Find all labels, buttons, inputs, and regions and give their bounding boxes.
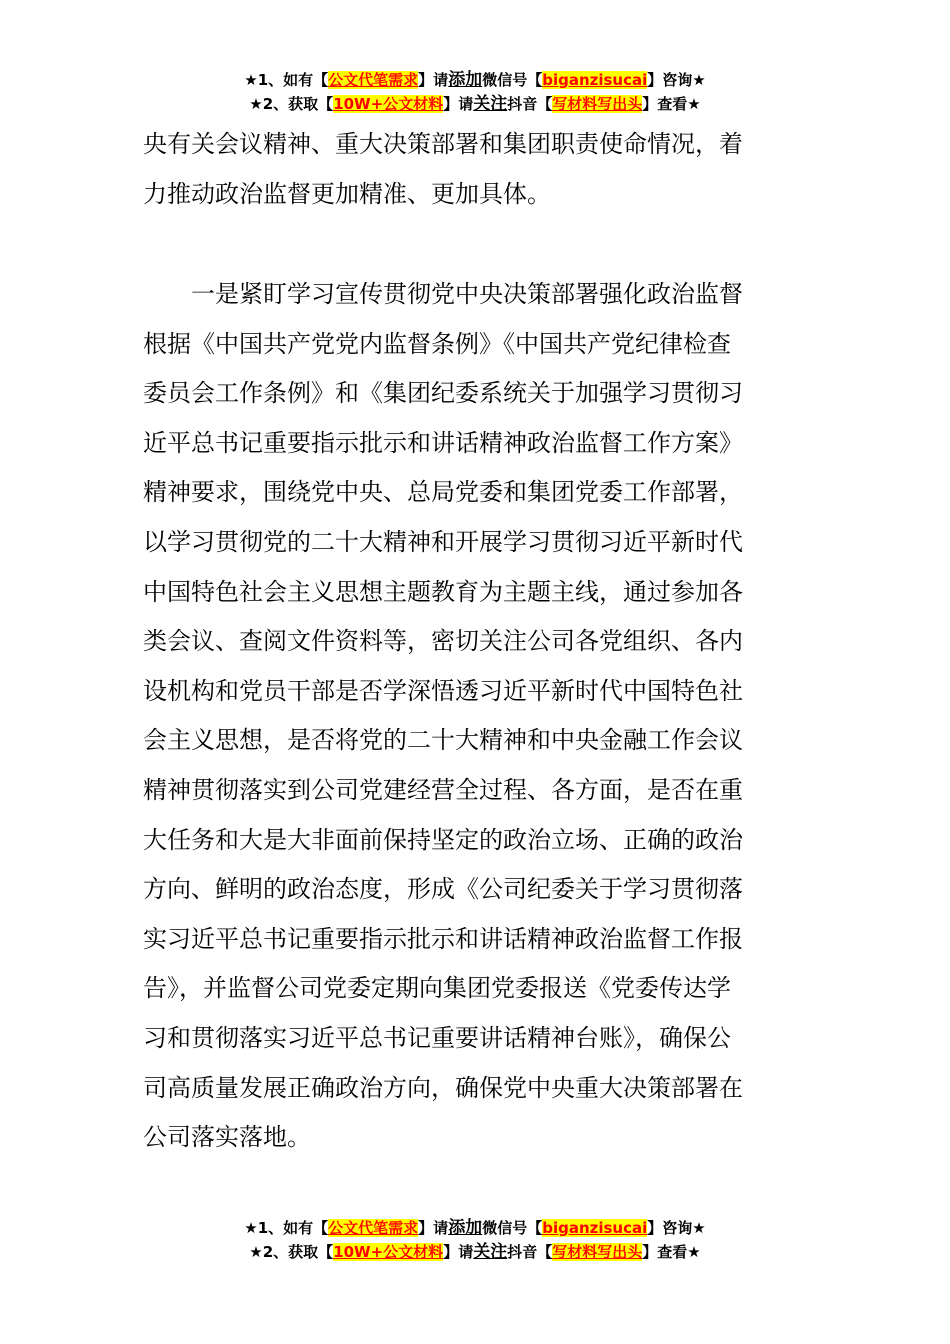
banner-line-1-highlight-service: 公文代笔需求 (328, 1219, 419, 1237)
banner-line-2 (0, 1240, 950, 1264)
banner-line-1-prefix: ★1、如有【 (244, 71, 329, 89)
banner-line-1-highlight-wechat: biganzisucai (542, 71, 648, 89)
paragraph-line: 告》，并监督公司党委定期向集团党委报送《党委传达学 (143, 974, 731, 1003)
paragraph-line: 类会议、查阅文件资料等，密切关注公司各党组织、各内 (143, 627, 743, 656)
paragraph-line: 司高质量发展正确政治方向，确保党中央重大决策部署在 (143, 1073, 743, 1102)
banner-line-2-highlight-douyin: 写材料写出头 (552, 95, 643, 113)
paragraph-line: 设机构和党员干部是否学深悟透习近平新时代中国特色社 (143, 676, 743, 705)
banner-line-2-suffix: 】查看★ (642, 1243, 701, 1261)
banner-line-2-text: 】请 (443, 95, 474, 113)
paragraph-line: 中国特色社会主义思想主题教育为主题主线，通过参加各 (143, 577, 743, 606)
banner-line-2-highlight-materials: 10W+公文材料 (333, 95, 444, 113)
paragraph-line: 以学习贯彻党的二十大精神和开展学习贯彻习近平新时代 (143, 527, 743, 556)
banner-line-1-text: 】请 (418, 1219, 449, 1237)
banner-line-2-prefix: ★2、获取【 (249, 95, 334, 113)
banner-line-1 (0, 1216, 950, 1240)
banner-line-1-highlight-wechat: biganzisucai (542, 1219, 648, 1237)
banner-line-2-prefix: ★2、获取【 (249, 1243, 334, 1261)
banner-line-1-text-2: 微信号【 (482, 71, 543, 89)
bottom-banner (0, 1216, 950, 1264)
banner-line-1-text: 】请 (418, 71, 449, 89)
paragraph-line: 公司落实落地。 (143, 1123, 311, 1152)
banner-line-1-suffix: 】咨询★ (647, 1219, 706, 1237)
banner-line-2-text-2: 抖音【 (507, 1243, 553, 1261)
banner-line-2-highlight-douyin: 写材料写出头 (552, 1243, 643, 1261)
banner-line-2-highlight-materials: 10W+公文材料 (333, 1243, 444, 1261)
paragraph-line: 力推动政治监督更加精准、更加具体。 (143, 179, 551, 208)
banner-line-1-prefix: ★1、如有【 (244, 1219, 329, 1237)
banner-line-2-underlined: 关注 (473, 94, 508, 114)
banner-line-2-suffix: 】查看★ (642, 95, 701, 113)
top-banner (0, 68, 950, 116)
banner-line-2-text: 】请 (443, 1243, 474, 1261)
banner-line-1-text-2: 微信号【 (482, 1219, 543, 1237)
paragraph-line: 委员会工作条例》和《集团纪委系统关于加强学习贯彻习 (143, 379, 743, 408)
paragraph-line: 实习近平总书记重要指示批示和讲话精神政治监督工作报 (143, 924, 743, 953)
paragraph-line: 习和贯彻落实习近平总书记重要讲话精神台账》，确保公 (143, 1023, 731, 1052)
paragraph-line: 精神要求，围绕党中央、总局党委和集团党委工作部署， (143, 478, 743, 507)
paragraph-line: 精神贯彻落实到公司党建经营全过程、各方面，是否在重 (143, 775, 743, 804)
banner-line-2 (0, 92, 950, 116)
banner-line-2-underlined: 关注 (473, 1242, 508, 1262)
banner-line-1-underlined: 添加 (448, 70, 483, 90)
banner-line-1 (0, 68, 950, 92)
paragraph-line: 近平总书记重要指示批示和讲话精神政治监督工作方案》 (143, 428, 743, 457)
paragraph-line: 方向、鲜明的政治态度，形成《公司纪委关于学习贯彻落 (143, 875, 743, 904)
banner-line-1-underlined: 添加 (448, 1218, 483, 1238)
paragraph-line: 一是紧盯学习宣传贯彻党中央决策部署强化政治监督 (143, 280, 743, 308)
banner-line-1-highlight-service: 公文代笔需求 (328, 71, 419, 89)
paragraph-line: 会主义思想，是否将党的二十大精神和中央金融工作会议 (143, 726, 743, 755)
paragraph-line: 根据《中国共产党党内监督条例》《中国共产党纪律检查 (143, 329, 731, 358)
paragraph-1 (143, 120, 807, 219)
paragraph-line: 大任务和大是大非面前保持坚定的政治立场、正确的政治 (143, 825, 743, 854)
banner-line-1-suffix: 】咨询★ (647, 71, 706, 89)
paragraph-line: 央有关会议精神、重大决策部署和集团职责使命情况，着 (143, 130, 743, 158)
banner-line-2-text-2: 抖音【 (507, 95, 553, 113)
paragraph-2 (143, 270, 807, 1163)
